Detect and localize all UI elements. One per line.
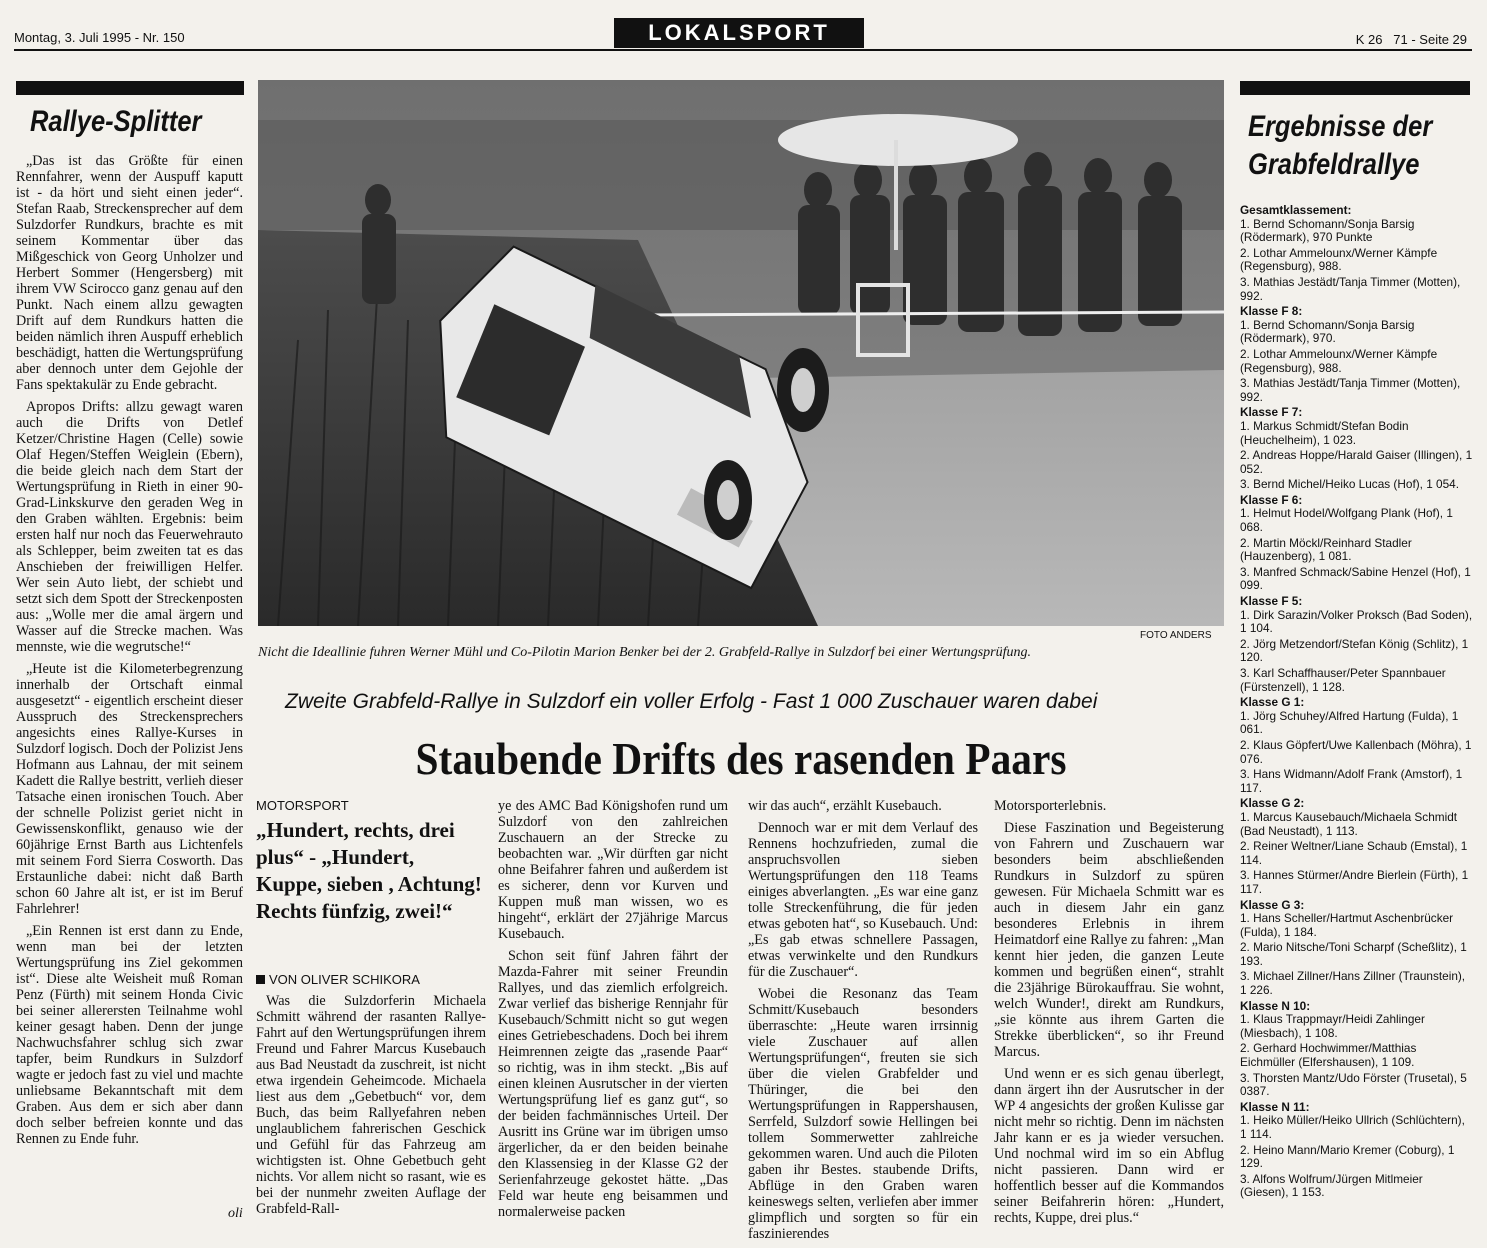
results-entry: 3. Bernd Michel/Heiko Lucas (Hof), 1 054. [1240,477,1460,492]
rallye-splitter-column [16,153,243,1153]
article-paragraph: ye des AMC Bad Königshofen rund um Sulzdorf von den zahlreichen Zuschauern an der Strecke zu beobachten war. „Wir dürften gar nicht ohne Beifahrer fahren und außerdem ist es sicherer, denn vor Kurven und Kuppen muß man wissen, wo es hingeht“, erklärt der 27jährige Marcus Kusebauch. [498,798,728,942]
article-paragraph: wir das auch“, erzählt Kusebauch. [748,798,942,814]
results-entry: 2. Martin Möckl/Reinhard Stadler (Hauzenberg), 1 081. [1240,535,1412,564]
results-entry: 3. Thorsten Mantz/Udo Förster (Trusetal), 5 0387. [1240,1070,1467,1099]
results-entry: 1. Marcus Kausebauch/Michaela Schmidt (Bad Neustadt), 1 113. [1240,809,1458,838]
results-entry: 2. Andreas Hoppe/Harald Gaiser (Illingen), 1 052. [1240,448,1473,476]
results-entry: 2. Klaus Göpfert/Uwe Kallenbach (Möhra), 1 076. [1240,737,1472,766]
results-entry: 1. Helmut Hodel/Wolfgang Plank (Hof), 1 068. [1240,506,1453,535]
article-paragraph: Motorsporterlebnis. [994,798,1107,814]
results-class-heading: Klasse N 10: [1240,998,1311,1013]
article-paragraph: Diese Faszination und Begeisterung von Fahrern und Zuschauern war besonders beim abschließenden Rundkurs in Sulzdorf zu spüren gewesen. Für Michaela Schmitt war es auch in diesem Jahr ein ganz besonderes Erlebnis in ihrem Heimatdorf eine Rallye zu fahren: „Man kennt hier jeden, die ganzen Leute kommen und begrüßen einen“, strahlt die 23jährige Bürokauffrau. Sie wohnt, welch Wunder!, direkt am Rundkurs, „sie könnte aus ihrem Garten die Strekke überblicken“, so ihr Freund Marcus. [994,820,1224,1060]
results-entry: 3. Mathias Jestädt/Tanja Timmer (Motten), 992. [1240,376,1461,404]
splitter-paragraph: „Heute ist die Kilometerbegrenzung innerhalb der Ortschaft einmal ausgesetzt“ - eigentlich erscheint dieser Ausspruch des Streckensprechers angesichts eines Rallye-Kurses in Sulzdorf logisch. Doch der Polizist Jens Hofmann aus Lahnau, der mit seinem Kadett die Rallye bestritt, verlieh dieser Tatsache einen ironischen Touch. Aber der schnelle Polizist geriet nicht in Gewissenskonflikt, genauso wie der 60jährige Ernst Barth aus Lichtenfels mit seinem Ford Sierra Cosworth. Das Erstaunliche dabei: nicht daß Barth schon 60 Jahre alt ist, er ist im Beruf Fahrlehrer! [16,661,243,917]
article-rubric: MOTORSPORT [256,798,349,813]
results-class-heading: Klasse F 8: [1240,304,1303,319]
results-entry: 1. Heiko Müller/Heiko Ullrich (Schlüchtern), 1 114. [1240,1113,1465,1141]
results-entry: 1. Bernd Schomann/Sonja Barsig (Rödermark), 970. [1240,317,1415,346]
results-entry: 3. Manfred Schmack/Sabine Henzel (Hof), 1 099. [1240,564,1471,593]
article-paragraph: Dennoch war er mit dem Verlauf des Rennens hochzufrieden, zumal die anspruchsvollen sieben Wertungsprüfungen den 118 Teams einiges abverlangten. „Es war eine ganz tolle Streckenführung, die für jeden etwas geboten hat“, so Kusebauch. Und: „Es gab etwas schnellere Passagen, etwas verwinkelte und den Rundkurs für die Zuschauer“. [748,820,978,980]
article-headline: Staubende Drifts des rasenden Paars [415,733,1067,784]
article-column-3 [748,798,978,1248]
article-paragraph: Wobei die Resonanz das Team Schmitt/Kusebauch besonders überraschte: „Heute waren irrsinnig viele Zuschauer auf allen Wertungsprüfungen“, freuten sie sich über die vielen Grabfelder und Thüringer, die bei den Wertungsprüfungen in Rappershausen, Serrfeld, Sulzdorf sowie Hellingen bei tollem Sommerwetter zahlreiche gekommen waren. Und auch die Piloten gaben ihr Bestes. staubende Drifts, Abflüge in den Graben waren keineswegs selten, verliefen aber immer glimpflich und sorgten so für ein faszinierendes [748,986,978,1242]
results-class-heading: Klasse G 2: [1240,796,1305,811]
results-class-heading: Klasse F 7: [1240,405,1303,420]
results-entry: 1. Klaus Trappmayr/Heidi Zahlinger (Miesbach), 1 108. [1240,1012,1425,1040]
results-kicker: Ergebnisse der Grabfeldrallye [1248,110,1433,181]
splitter-paragraph: „Das ist das Größte für einen Rennfahrer, wenn der Auspuff kaputt ist - da hört und sieht einen jeder“. Stefan Raab, Streckensprecher auf dem Sulzdorfer Rundkurs, brachte es mit seinem Kommentar über das Mißgeschick von Georg Unholzer und Herbert Sommer (Hengersberg) mit ihrem VW Scirocco ganz genau auf den Punkt. Nach einem allzu gewagten Drift auf dem Rundkurs hatten die beiden nämlich ihren Auspuff erheblich beschädigt, hatten die Wertungsprüfung aber dennoch unter dem Gejohle der Fans spektakulär zu Ende gebracht. [16,153,243,393]
article-subheadline: Zweite Grabfeld-Rallye in Sulzdorf ein voller Erfolg - Fast 1 000 Zuschauer waren dabei [285,690,1098,713]
results-entry: 2. Lothar Ammelounx/Werner Kämpfe (Regensburg), 988. [1240,346,1438,375]
header-rule [14,49,1472,51]
results-entry: 2. Lothar Ammelounx/Werner Kämpfe (Regensburg), 988. [1240,245,1438,274]
results-entry: 2. Reiner Weltner/Liane Schaub (Emstal), 1 114. [1240,839,1468,867]
article-column-1 [256,993,486,1223]
results-entry: 1. Jörg Schuhey/Alfred Hartung (Fulda), 1 061. [1240,708,1459,737]
results-entry: 3. Hans Widmann/Adolf Frank (Amstorf), 1 117. [1240,767,1463,795]
results-entry: 3. Alfons Wolfrum/Jürgen Mitlmeier (Giesen), 1 153. [1240,1171,1423,1200]
results-entry: 3. Hannes Stürmer/Andre Bierlein (Fürth), 1 117. [1240,868,1469,896]
article-pull-quote: „Hundert, rechts, drei plus“ - „Hundert, Kuppe, sieben , Achtung! Rechts fünfzig, zwei!“ [256,818,482,923]
article-paragraph: Schon seit fünf Jahren fährt der Mazda-Fahrer mit seiner Freundin Rallyes, und das ziemlich erfolgreich. Zwar verlief das bisherige Rennjahr für Kusebauch/Schmitt nicht so gut wegen eines Getriebeschadens. Doch bei ihrem Heimrennen zeigte das „rasende Paar“ so richtig, was in ihm steckt. „Bis auf einen kleinen Ausrutscher in der vierten Wertungsprüfung lief es ganz gut“, so der beiden fachmännisches Urteil. Der Ausritt ins Grüne war im übrigen umso ärgerlicher, da er den beiden beinahe den Klassensieg in der Klasse G2 der Serienfahrzeuge gekostet hätte. „Das Feld war heute eng beisammen und normalerweise packen [498,948,728,1220]
results-entry: 2. Jörg Metzendorf/Stefan König (Schlitz), 1 120. [1240,636,1469,665]
results-list [1240,204,1474,1202]
results-entry: 2. Mario Nitsche/Toni Scharpf (Scheßlitz), 1 193. [1240,940,1467,968]
byline-square-icon [256,975,265,984]
results-class-heading: Klasse G 1: [1240,695,1305,710]
results-entry: 1. Dirk Sarazin/Volker Proksch (Bad Soden), 1 104. [1240,607,1473,636]
byline-text: VON OLIVER SCHIKORA [269,972,420,987]
splitter-paragraph: „Ein Rennen ist erst dann zu Ende, wenn man bei der letzten Wertungsprüfung ins Ziel gekommen ist“. Diese alte Weisheit muß Roman Penz (Fürth) mit seinem Honda Civic bei seiner allerersten Teilnahme wohl keiner gesagt haben. Denn der junge Nachwuchsfahrer schlug sich zwar tapfer, beim Rundkurs in Sulzdorf wagte er jedoch fast zu viel und machte unliebsame Bekanntschaft mit dem Graben. Aus dem er sich aber dann doch selber befreien konnte und das Rennen zu Ende fuhr. [16,923,243,1147]
photo-credit: FOTO ANDERS [1140,630,1212,641]
splitter-paragraph: Apropos Drifts: allzu gewagt waren auch die Drifts von Detlef Ketzer/Christine Hagen (Celle) sowie Olaf Hegen/Steffen Weiglein (Ebern), die beide gleich nach dem Start der Wertungsprüfung in Rieth in einer 90-Grad-Linkskurve den geraden Weg in den Graben wählten. Ergebnis: beim ersten half nur noch das Feuerwehrauto als Schlepper, beim zweiten tat es das Anschieben der freiwilligen Helfer. Wer sein Auto liebt, der schiebt und setzt sich dem Spott der Streckenposten aus: „Wolle mer die amal ärgern und Wasser auf die Strecke machen. Was mennste, wie die wegrutsche!“ [16,399,243,655]
author-signature: oli [228,1206,243,1221]
results-entry: 2. Heino Mann/Mario Kremer (Coburg), 1 129. [1240,1142,1455,1171]
results-class-heading: Klasse N 11: [1240,1099,1310,1114]
section-title: LOKALSPORT [614,18,864,48]
results-entry: 1. Hans Scheller/Hartmut Aschenbrücker (Fulda), 1 184. [1240,911,1454,939]
results-entry: 3. Mathias Jestädt/Tanja Timmer (Motten), 992. [1240,274,1461,303]
results-class-heading: Gesamtklassement: [1240,203,1352,217]
results-entry: 1. Bernd Schomann/Sonja Barsig (Rödermark), 970 Punkte [1240,216,1415,245]
article-byline [256,972,420,987]
issue-date: Montag, 3. Juli 1995 - Nr. 150 [14,30,185,45]
results-kicker-bar [1240,81,1470,95]
results-class-heading: Klasse G 3: [1240,897,1305,912]
page-reference: K 26 71 - Seite 29 [1355,32,1467,47]
rally-car-photo-illustration [258,80,1224,626]
photo-caption: Nicht die Ideallinie fuhren Werner Mühl und Co-Pilotin Marion Benker bei der 2. Grabfeld-Rallye in Sulzdorf bei einer Wertungsprüfung. [258,645,1032,660]
rally-photo [258,80,1224,626]
results-class-heading: Klasse F 6: [1240,492,1303,507]
results-entry: 2. Gerhard Hochwimmer/Matthias Eichmüller (Elfershausen), 1 109. [1240,1041,1417,1070]
results-class-heading: Klasse F 5: [1240,594,1303,609]
results-entry: 1. Markus Schmidt/Stefan Bodin (Heuchelheim), 1 023. [1240,418,1409,447]
results-entry: 3. Michael Zillner/Hans Zillner (Traunstein), 1 226. [1240,969,1466,998]
article-paragraph: Was die Sulzdorferin Michaela Schmitt während der rasanten Rallye-Fahrt auf den Wertungsprüfungen ihrem Freund und Fahrer Marcus Kusebauch aus Bad Neustadt da zuschreit, ist nicht etwa irgendein Geheimcode. Michaela liest aus dem „Gebetbuch“ vor, dem Buch, das beim Rallyefahren neben unglaublichem fahrerischen Geschick und Gefühl für das Fahrzeug am wichtigsten ist. Ohne Gebetbuch geht nichts. Vor allem nicht so rasant, wie es bei der nunmehr zweiten Auflage der Grabfeld-Rall- [256,993,486,1217]
results-entry: 3. Karl Schaffhauser/Peter Spannbauer (Fürstenzell), 1 128. [1240,666,1446,694]
article-paragraph: Und wenn er es sich genau überlegt, dann ärgert ihn der Ausrutscher in der WP 4 angesichts der großen Kulisse gar nicht mehr so richtig. Denn im nächsten Jahr kann er es ja wieder versuchen. Und nochmal wird im so ein Abflug nicht passieren. Dann wird er hoffentlich besser auf die Kommandos seiner Beifahrerin hören: „Hundert, rechts, Kuppe, drei plus.“ [994,1066,1224,1226]
left-kicker: Rallye-Splitter [30,105,202,138]
article-column-2 [498,798,728,1226]
left-kicker-bar [16,81,244,95]
article-column-4 [994,798,1224,1232]
